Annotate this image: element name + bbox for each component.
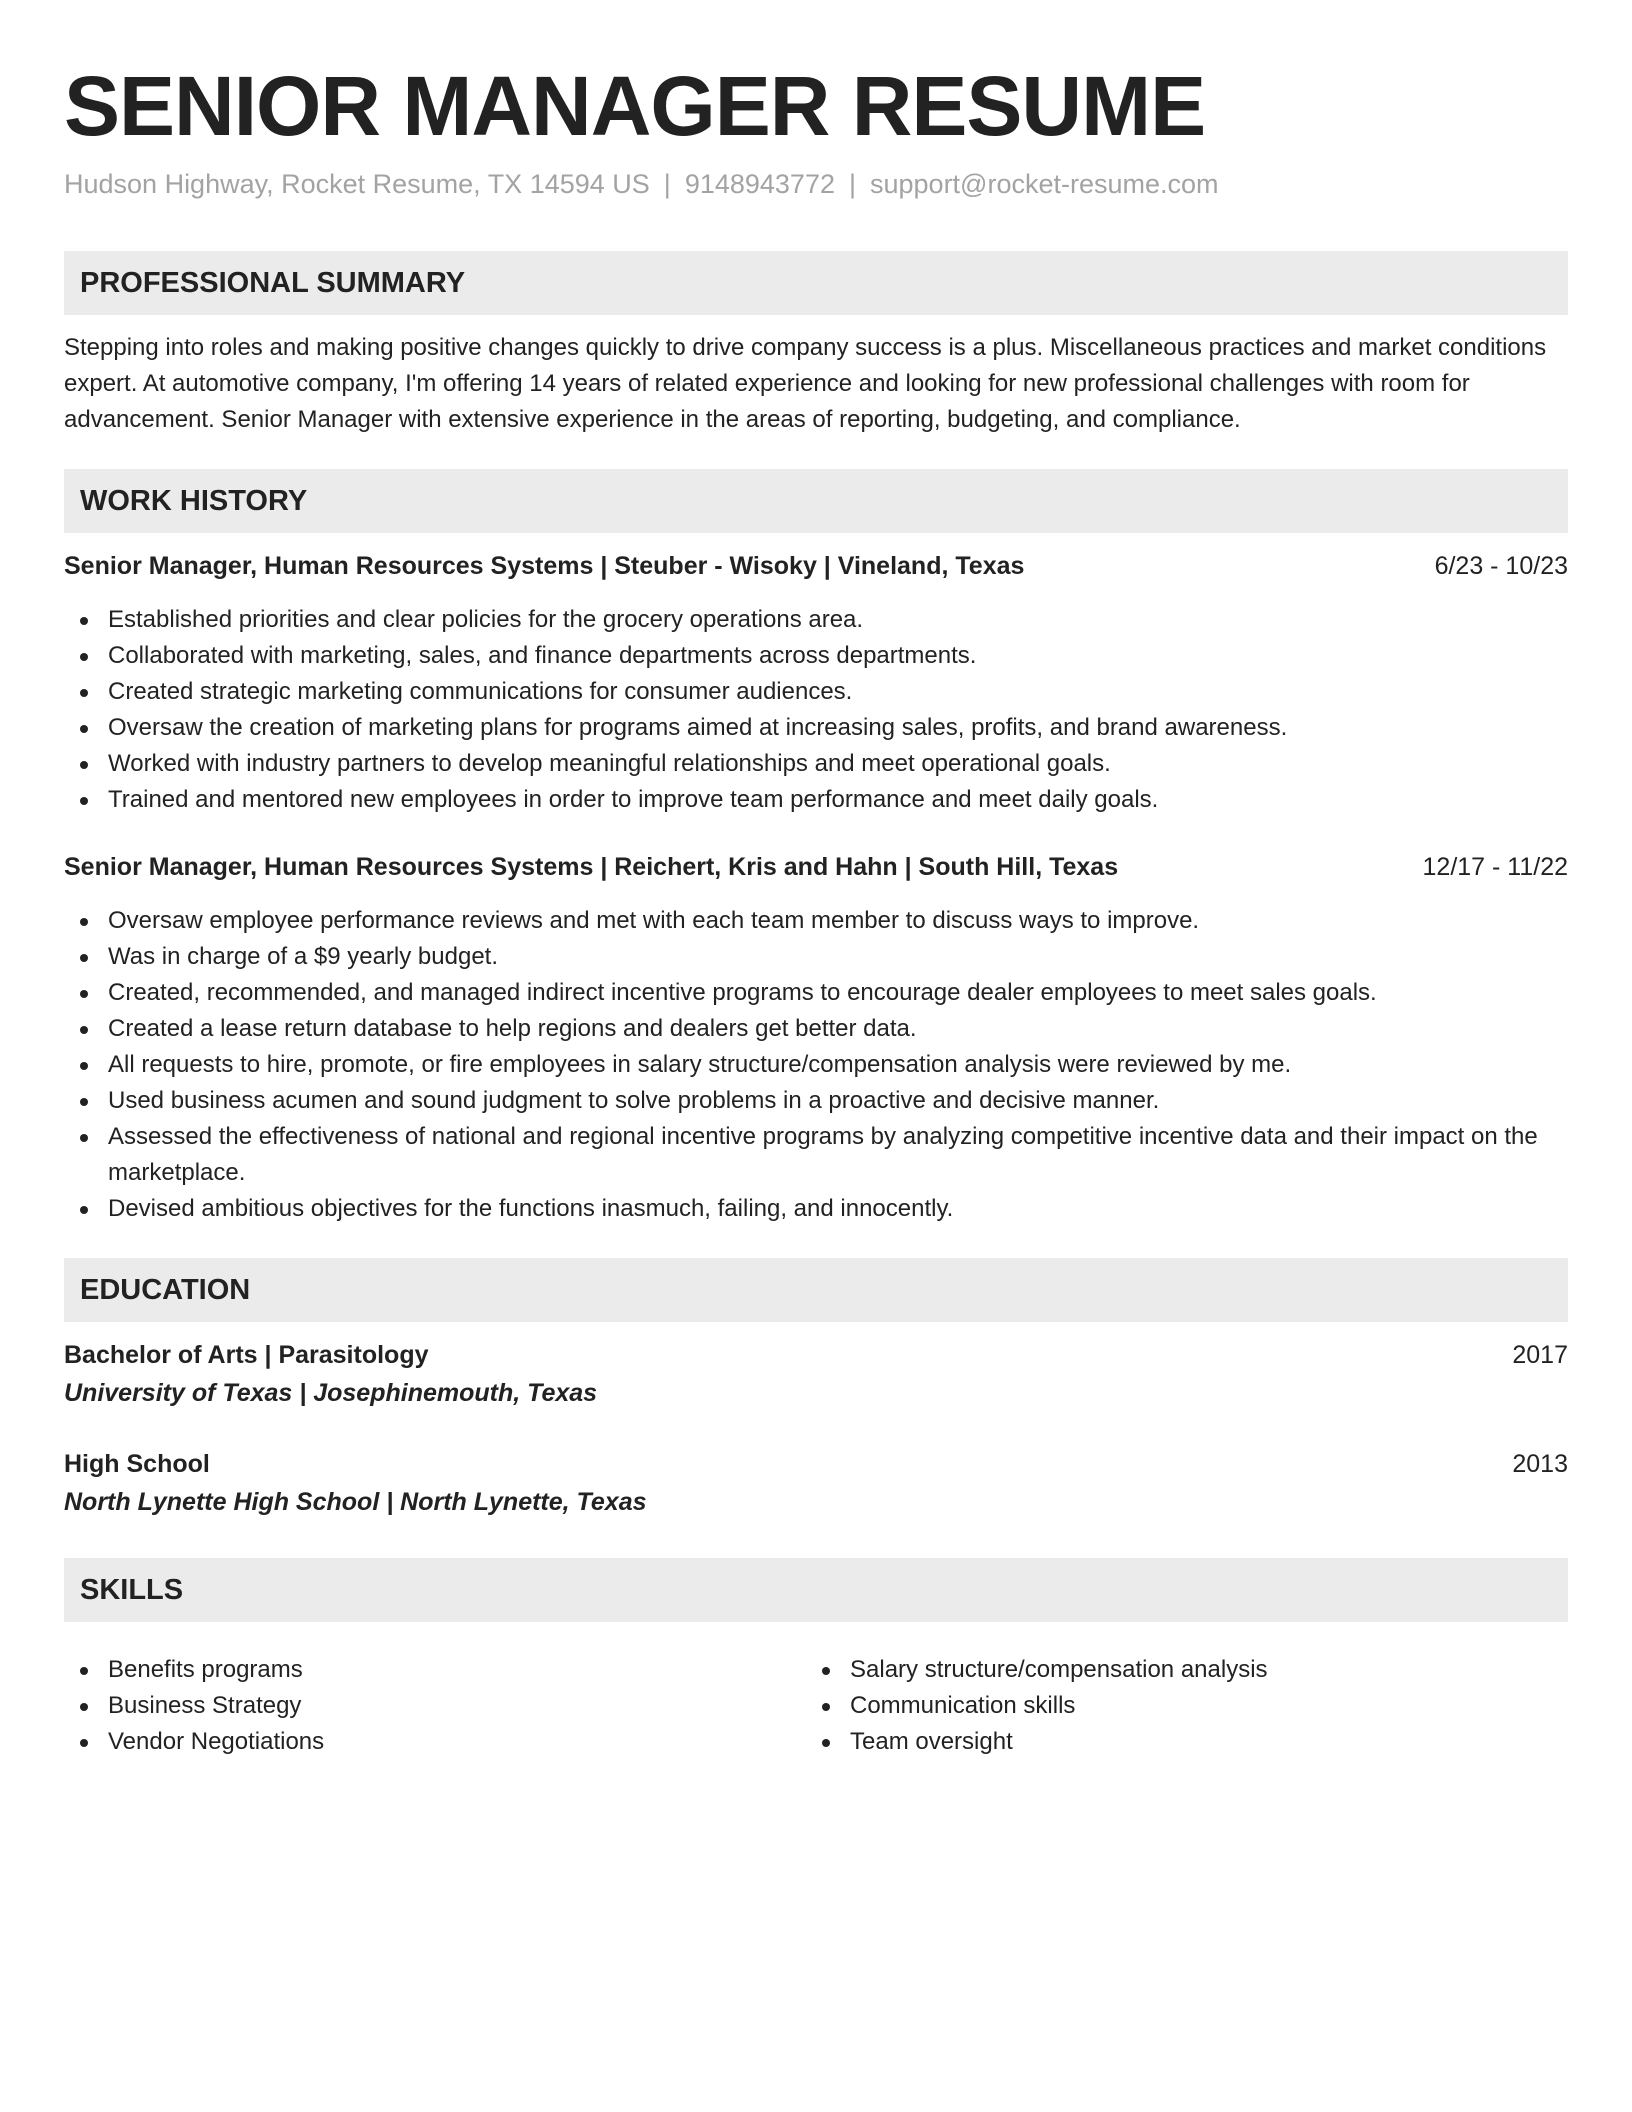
job-header [64,548,1568,584]
skill-item: Vendor Negotiations [64,1724,764,1760]
education-degree: High School [64,1450,210,1478]
resume-title: SENIOR MANAGER RESUME [64,59,1206,153]
skill-item: Team oversight [806,1724,1506,1760]
job-bullets [64,602,1568,818]
job-bullet: Assessed the effectiveness of national and regional incentive programs by analyzing competitive incentive data and their impact on the marketplace. [64,1119,1568,1191]
contact-phone: 9148943772 [684,169,835,199]
job-bullet: Used business acumen and sound judgment to solve problems in a proactive and decisive manner. [64,1083,1568,1119]
contact-separator: | [663,169,671,199]
skill-item: Communication skills [806,1688,1506,1724]
skills-heading: SKILLS [64,1558,1568,1622]
summary-text: Stepping into roles and making positive changes quickly to drive company success is a plus. Miscellaneous practices and market conditions expert. At automotive company, I'm offering 14 years of related experience and looking for new professional challenges with room for advancement. Senior Manager with extensive experience in the areas of reporting, budgeting, and compliance. [64,334,1547,433]
job-bullet: Created strategic marketing communications for consumer audiences. [64,674,1568,710]
job-bullet: Devised ambitious objectives for the functions inasmuch, failing, and innocently. [64,1191,1568,1227]
skill-item: Benefits programs [64,1652,764,1688]
job-dates: 6/23 - 10/23 [1434,552,1568,580]
contact-email: support@rocket-resume.com [870,169,1219,199]
job-bullet: Established priorities and clear policies for the grocery operations area. [64,602,1568,638]
job-bullet: Was in charge of a $9 yearly budget. [64,939,1568,975]
contact-line [64,166,1219,202]
education-entry [64,1337,1568,1373]
summary-heading: PROFESSIONAL SUMMARY [64,251,1568,315]
education-year: 2013 [1512,1450,1568,1478]
job-bullet: Created, recommended, and managed indirect incentive programs to encourage dealer employees to meet sales goals. [64,975,1568,1011]
skill-item: Business Strategy [64,1688,764,1724]
job-bullet: Collaborated with marketing, sales, and finance departments across departments. [64,638,1568,674]
skills-list-right [806,1652,1506,1760]
job-title: Senior Manager, Human Resources Systems | Reichert, Kris and Hahn | South Hill, Texas [64,853,1119,881]
job-bullet: All requests to hire, promote, or fire employees in salary structure/compensation analysis were reviewed by me. [64,1047,1568,1083]
education-degree: Bachelor of Arts | Parasitology [64,1341,429,1369]
job-bullet: Worked with industry partners to develop meaningful relationships and meet operational goals. [64,746,1568,782]
skill-item: Salary structure/compensation analysis [806,1652,1506,1688]
work-history-heading: WORK HISTORY [64,469,1568,533]
education-school: North Lynette High School | North Lynette, Texas [64,1488,647,1516]
job-bullets [64,903,1568,1227]
job-bullet: Trained and mentored new employees in order to improve team performance and meet daily goals. [64,782,1568,818]
education-entry [64,1446,1568,1482]
education-heading: EDUCATION [64,1258,1568,1322]
job-title: Senior Manager, Human Resources Systems | Steuber - Wisoky | Vineland, Texas [64,552,1025,580]
job-bullet: Created a lease return database to help regions and dealers get better data. [64,1011,1568,1047]
contact-address: Hudson Highway, Rocket Resume, TX 14594 US [64,169,650,199]
job-bullet: Oversaw employee performance reviews and met with each team member to discuss ways to improve. [64,903,1568,939]
education-school: University of Texas | Josephinemouth, Texas [64,1379,598,1407]
contact-separator: | [848,169,856,199]
job-dates: 12/17 - 11/22 [1422,853,1568,881]
skills-list-left [64,1652,764,1760]
job-header [64,849,1568,885]
job-bullet: Oversaw the creation of marketing plans for programs aimed at increasing sales, profits, and brand awareness. [64,710,1568,746]
education-year: 2017 [1512,1341,1568,1369]
